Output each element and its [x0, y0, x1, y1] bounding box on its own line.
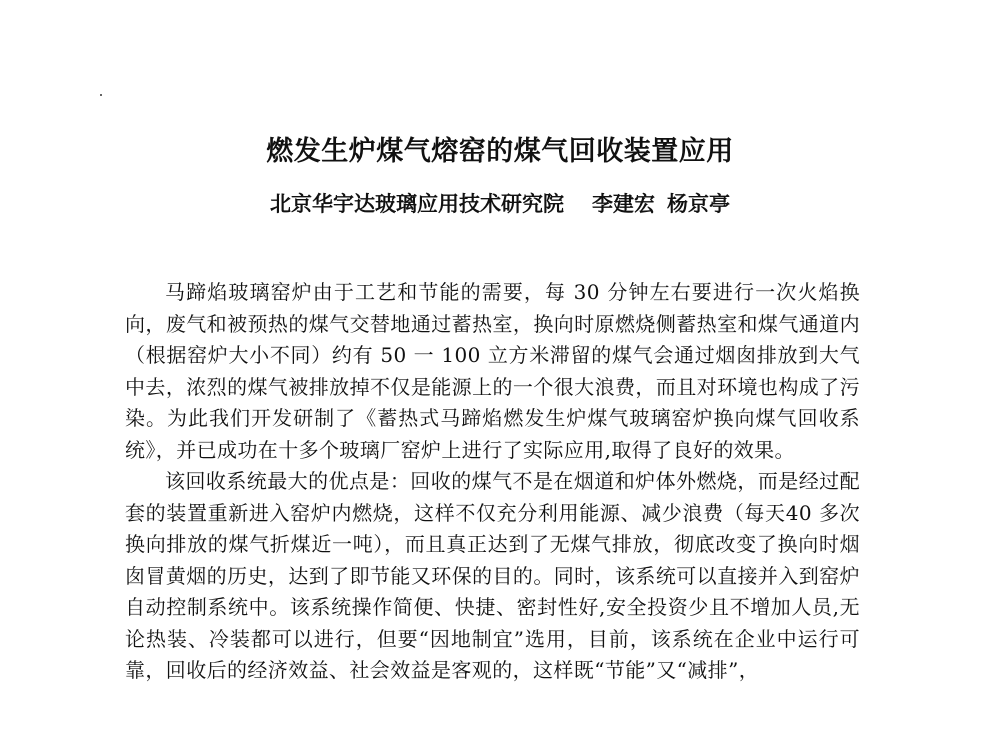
paragraph-1: 马蹄焰玻璃窑炉由于工艺和节能的需要，每 30 分钟左右要进行一次火焰换向，废气和被预热的煤气交替地通过蓄热室，换向时原燃烧侧蓄热室和煤气通道内（根据窑炉大小不同）约有 50 一 100 立方米滞留的煤气会通过烟囱排放到大气中去，浓烈的煤气被排放掉不仅是能源上的一个很大浪费，而且对环境也构成了污染。为此我们开发研制了《蓄热式马蹄焰燃发生炉煤气玻璃窑炉换向煤气回收系统》，并已成功在十多个玻璃厂窑炉上进行了实际应用,取得了良好的效果。	[125, 280, 860, 462]
author-1: 李建宏	[592, 192, 655, 216]
paragraph-2: 该回收系统最大的优点是：回收的煤气不是在烟道和炉体外燃烧，而是经过配套的装置重新进入窑炉内燃烧，这样不仅充分利用能源、减少浪费（每天40 多次换向排放的煤气折煤近一吨），而且真正达到了无煤气排放，彻底改变了换向时烟囱冒黄烟的历史，达到了即节能又环保的目的。同时，该系统可以直接并入到窑炉自动控制系统中。该系统操作简便、快捷、密封性好,安全投资少且不增加人员,无论热装、冷装都可以进行，但要“因地制宜”选用，目前，该系统在企业中运行可靠，回收后的经济效益、社会效益是客观的，这样既“节能”又“减排”，	[125, 469, 860, 682]
article-body	[125, 277, 860, 687]
institution: 北京华宇达玻璃应用技术研究院	[270, 192, 564, 216]
article-title: 燃发生炉煤气熔窑的煤气回收装置应用	[266, 136, 734, 167]
byline	[0, 189, 1000, 219]
author-2: 杨京亭	[667, 192, 730, 216]
scan-speck	[100, 94, 102, 96]
